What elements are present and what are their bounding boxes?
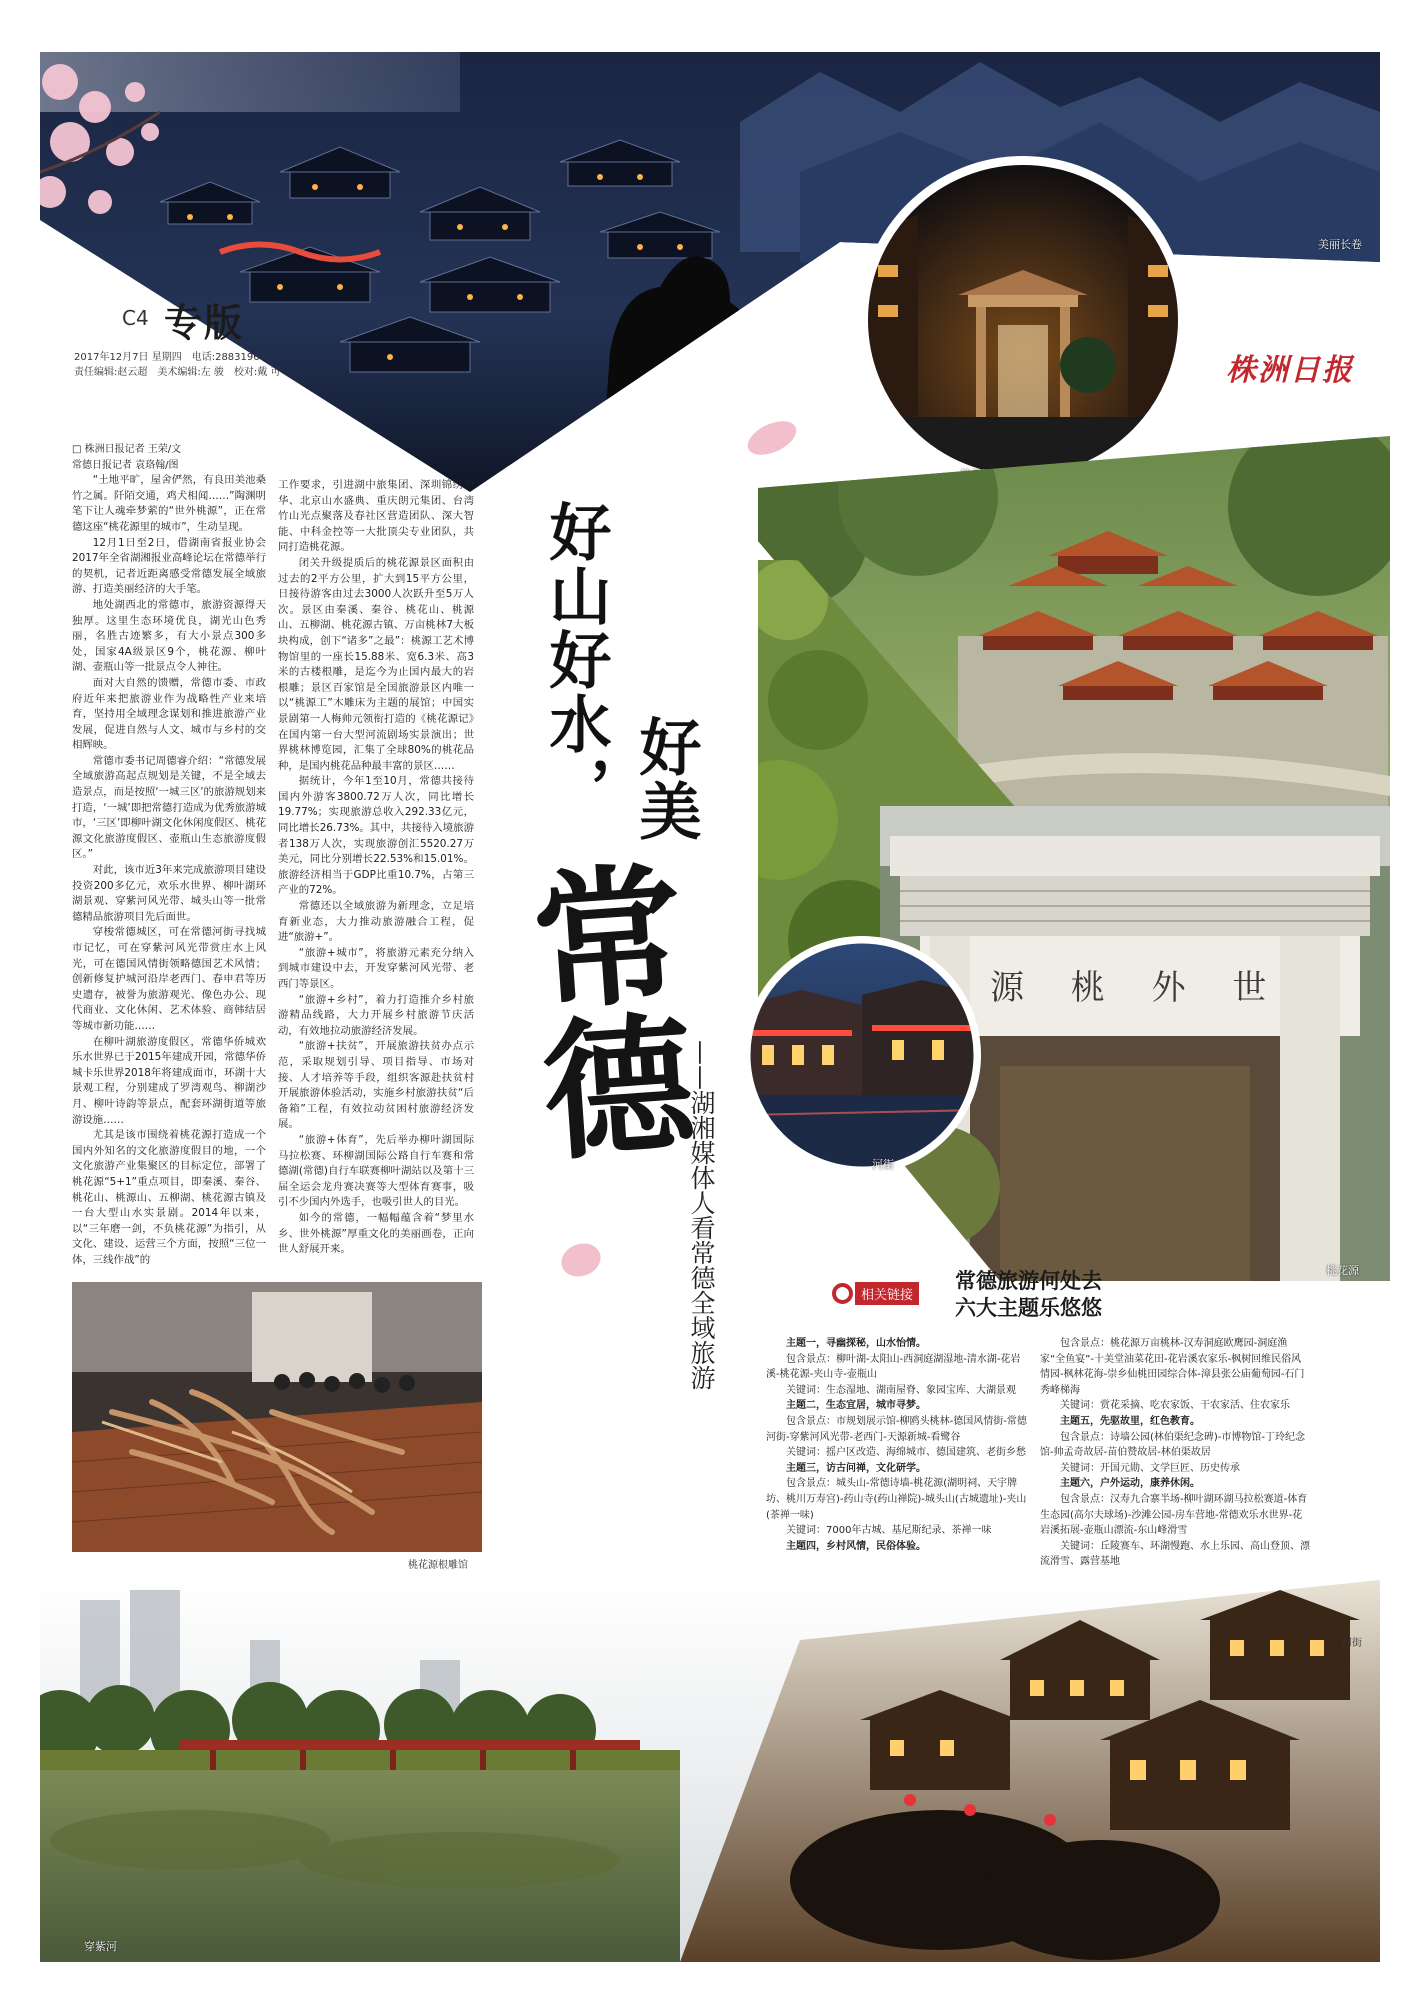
headline-line2: 好美	[629, 715, 702, 843]
article-paragraph: 在柳叶湖旅游度假区，常德华侨城欢乐水世界已于2015年建成开园，常德华侨城卡乐世界2018年将建成面市，环湖十大景观工程，分别建成了罗湾观鸟、柳湖沙月、柳叶诗韵等景点，配套环湖街道等旅游设施……	[72, 1035, 266, 1126]
petal-decoration	[556, 1238, 606, 1282]
related-line: 包含景点：市规划展示馆-柳鸥头桃林-德国风情街-常德河街-穿紫河风光带-老西门-天源新城-看鹭谷	[766, 1415, 1027, 1443]
related-line: 包含景点：汉寿九合寨半场-柳叶湖环湖马拉松赛道-体育生态园(高尔夫球场)-沙滩公园-房车营地-常德欢乐水世界-花岩溪拓展-壶瓶山漂流-东山峰滑雪	[1040, 1493, 1308, 1537]
caption-bottom-right: 河街	[1342, 1638, 1362, 1649]
article-paragraph: “旅游+扶贫”，开展旅游扶贫办点示范，采取规划引导、项目指导、市场对接、人才培养等手段，组织客源赴扶贫村开展旅游体验活动，实施乡村旅游扶贫“后备箱”工程，有效拉动贫困村旅游经济发展。	[278, 1040, 474, 1131]
article-paragraph: 据统计，今年1至10月，常德共接待国内外游客3800.72万人次，同比增长19.77%；实现旅游总收入292.33亿元，同比增长26.73%。其中，共接待入境旅游者138万人次，实现旅游创汇5520.27万美元，同比分别增长22.53%和15.01%。旅游经济相当于GDP比重10.7%，占第三产业的72%。	[278, 775, 474, 897]
editors-line: 责任编辑:赵云超 美术编辑:左 骏 校对:戴 可	[74, 367, 281, 378]
related-title-2: 六大主题乐悠悠	[955, 1296, 1102, 1320]
related-line: 主题四，乡村风情，民俗体验。	[786, 1540, 926, 1552]
article-paragraph: 对此，该市近3年来完成旅游项目建设投资200多亿元，欢乐水世界、柳叶湖环湖景观、穿紫河风光带、城头山等一批常德精品旅游项目先后面世。	[72, 864, 266, 923]
related-tag-label: 相关链接	[855, 1282, 919, 1305]
page-code: C4	[122, 306, 149, 330]
article-paragraph: “旅游+乡村”，着力打造推介乡村旅游精品线路，大力开展乡村旅游节庆活动，有效地拉动旅游经济发展。	[278, 993, 474, 1037]
photo-root-carving	[72, 1282, 482, 1552]
related-line: 主题五，先驱故里，红色教育。	[1060, 1415, 1200, 1427]
related-line: 包含景点：柳叶湖-太阳山-西洞庭湖湿地-清水湖-花岩溪-桃花源-夹山寺-壶瓶山	[766, 1353, 1021, 1381]
article-paragraph: 面对大自然的馈赠，常德市委、市政府近年来把旅游业作为战略性产业来培育，坚持用全域理念谋划和推进旅游产业发展，促进自然与人文、城市与乡村的交相辉映。	[72, 676, 266, 752]
related-line: 关键词：开国元勋、文学巨匠、历史传承	[1060, 1462, 1240, 1474]
article-paragraph: 穿梭常德城区，可在常德河街寻找城市记忆，可在穿紫河风光带赏庄水上风光，可在德国风情街领略德国艺术风情；创新修复护城河沿岸老西门、春申君等历史遗存，被誉为旅游观光、像色办公、现代商业、文化休闲、艺术体验、商韩结居等城市新功能……	[72, 926, 266, 1032]
caption-root-carving: 桃花源根雕馆	[408, 1560, 468, 1571]
gate-inscription: 源 桃 外 世	[990, 968, 1285, 1008]
article-paragraph: 12月1日至2日，借湖南省报业协会2017年全省湖湘报业高峰论坛在常德举行的契机，记者近距离感受常德发展全域旅游、打造美丽经济的大手笔。	[72, 536, 266, 596]
related-line: 关键词：生态湿地、湖南屋脊、象园宝库、大湖景观	[786, 1384, 1016, 1396]
caption-circle-mid: 河街	[872, 1158, 894, 1171]
headline-subtitle: ——湖湘媒体人看常德全域旅游	[687, 1040, 716, 1390]
article-paragraph: 常德还以全域旅游为新理念，立足培育新业态，大力推动旅游融合工程，促进“旅游+”。	[278, 900, 474, 944]
article-paragraph: “土地平旷，屋舍俨然，有良田美池桑竹之属。阡陌交通，鸡犬相闻……”陶渊明笔下让人魂牵梦萦的“世外桃源”，正在常德这座“桃花源里的城市”，生动呈现。	[72, 474, 266, 533]
article-paragraph: 尤其是该市围绕着桃花源打造成一个国内外知名的文化旅游度假目的地，一个文化旅游产业集聚区的目标定位，部署了桃花源“5+1”重点项目，即秦溪、秦谷、桃花山、桃源山、五柳湖、桃花源古镇及一台大型山水实景剧。2014年以来，以“三年磨一剑，不负桃花源”为指引，从文化、建设、运营三个方面，按照“三位一体，三线作战”的	[72, 1129, 266, 1266]
related-line: 主题二，生态宜居，城市寻梦。	[786, 1400, 926, 1412]
related-tag-dot	[832, 1283, 853, 1304]
related-tag	[832, 1282, 919, 1305]
circle-photo-river-street	[742, 935, 982, 1175]
related-line: 主题三，访古问禅，文化研学。	[786, 1462, 926, 1474]
article-paragraph: 工作要求，引进湖中旅集团、深圳锦绣中华、北京山水盛典、重庆朗元集团、台湾竹山光点聚落及春社区营造团队、深大智能、中科金控等一大批顶尖专业团队，共同打造桃花源。	[278, 479, 474, 554]
byline-reporter: □ 株洲日报记者 王荣/文	[72, 444, 182, 455]
headline-line1: 好山好水，	[539, 500, 612, 820]
related-line: 关键词：7000年古城、基尼斯纪录、茶禅一味	[786, 1525, 992, 1537]
related-column-right	[1040, 1336, 1310, 1570]
related-line: 关键词：丘陵赛车、环湖慢跑、水上乐园、高山登顶、漂流滑雪、露营基地	[1040, 1540, 1310, 1568]
related-line: 主题六，户外运动，康养休闲。	[1060, 1478, 1200, 1490]
newspaper-logo: 株洲日报	[1226, 353, 1354, 388]
article-paragraph: “旅游+体育”，先后举办柳叶湖国际马拉松赛、环柳湖国际公路自行车赛和常德湖(常德)自行车联赛柳叶湖站以及第十三届全运会龙舟赛决赛等大型体育赛事，吸引不少国内外选手，也吸引世人的目光。	[278, 1133, 474, 1209]
article-paragraph: 地处湖西北的常德市，旅游资源得天独厚。这里生态环境优良，湖光山色秀丽，名胜古迹繁多，有大小景点300多处，国家4A级景区9个，桃花源、柳叶湖、壶瓶山等一批景点令人神往。	[72, 598, 266, 674]
article-paragraph: 常德市委书记周德睿介绍：“常德发展全域旅游高起点规划是关键，不是全域去造景点，而是按照‘一城三区’的旅游规划来打造，‘一城’即把常德打造成为优秀旅游城市，‘三区’即柳叶湖文化休闲度假区、桃花源文化旅游度假区、壶瓶山生态旅游度假区。”	[72, 754, 266, 861]
date-line: 2017年12月7日 星期四 电话:28831967	[74, 352, 266, 363]
section-title: 专版	[164, 301, 245, 345]
related-line: 包含景点：桃花源万亩桃林-汉寿洞庭欧鹰园-洞庭渔家“全鱼宴”-十美堂油菜花田-花岩溪农家乐-枫树回维民俗风情园-枫林花海-崇乡仙桃田园综合体-漳县张公庙葡萄园-石门秀峰梯海	[1040, 1338, 1305, 1396]
article-paragraph: “旅游+城市”，将旅游元素充分纳入到城市建设中去，开发穿紫河风光带、老西门等景区。	[278, 946, 474, 990]
article-column-1	[72, 442, 266, 1268]
article-paragraph: 闭关升级提质后的桃花源景区面积由过去的2平方公里，扩大到15平方公里，日接待游客由过去3000人次跃升至5万人次。景区由秦溪、秦谷、桃花山、桃源山、五柳湖、桃花源古镇、万亩桃林7大板块构成，创下“诸多”之最”：桃源工艺术博物馆里的一座长15.88米、宽6.3米、高3米的古楼根雕，是迄今为止国内最大的岩根雕；景区百家馆是全国旅游景区内唯一以“桃源工”木雕床为主题的展馆；中国实景剧第一人梅帅元领衔打造的《桃花源记》在国内第一台大型河流剧场实景演出；世界桃林博览园，汇集了全球80%的桃花品种，是国内桃花品种最丰富的景区……	[278, 556, 474, 772]
bottom-panorama	[40, 1580, 1380, 1962]
byline-photographer: 常德日报记者 袁珞翰/图	[72, 459, 179, 471]
related-line: 包含景点：诗墙公园(林伯渠纪念碑)-市博物馆-丁玲纪念馆-帅孟奇故居-苗伯赞故居-林伯渠故居	[1040, 1431, 1306, 1459]
related-line: 关键词：赏花采摘、吃农家饭、干农家活、住农家乐	[1060, 1400, 1290, 1412]
article-column-2	[278, 478, 474, 1258]
related-line: 主题一，寻幽探秘，山水怡情。	[786, 1338, 926, 1349]
related-line: 包含景点：城头山-常德诗墙-桃花源(湖明祠、天宇牌坊、桃川万寿宫)-药山寺(药山禅院)-城头山(古城遗址)-夹山(茶禅一味)	[766, 1478, 1027, 1521]
caption-top-right: 美丽长卷	[1318, 238, 1362, 251]
caption-bottom-left: 穿紫河	[84, 1940, 117, 1953]
article-paragraph: 如今的常德，一幅幅蕴含着“梦里水乡、世外桃源”厚重文化的美丽画卷，正向世人舒展开来。	[278, 1211, 474, 1256]
related-title-1: 常德旅游何处去	[955, 1269, 1102, 1293]
related-line: 关键词：摇户区改造、海绵城市、德国建筑、老街乡愁	[786, 1447, 1026, 1459]
caption-gate: 桃花源	[1326, 1264, 1359, 1277]
petal-decoration-top	[742, 415, 802, 461]
related-column-left	[766, 1336, 1028, 1554]
headline-calligraphy: 常德	[501, 854, 699, 1166]
